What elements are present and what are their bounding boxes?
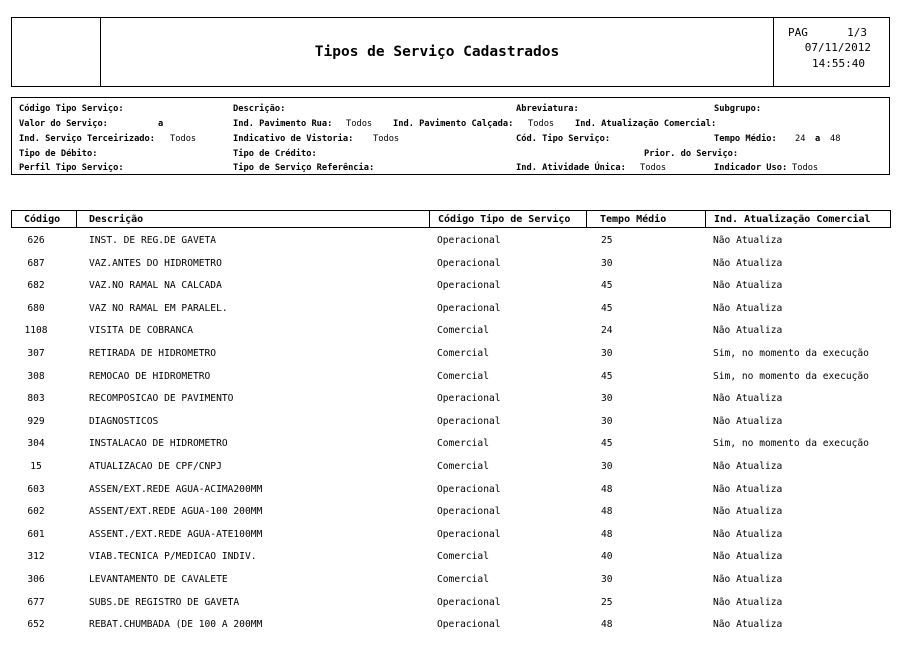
filter-tempo-medio-max: 48 — [830, 134, 841, 144]
cell-codigo: 1108 — [24, 325, 48, 337]
filter-ind-terceirizado: Ind. Serviço Terceirizado: — [19, 134, 155, 144]
filter-perfil-tipo: Perfil Tipo Serviço: — [19, 163, 124, 173]
filter-cod-tipo-servico: Cód. Tipo Serviço: — [516, 134, 611, 144]
cell-codigo: 680 — [27, 302, 45, 314]
filter-descricao: Descrição: — [233, 104, 286, 114]
cell-descricao: ASSENT/EXT.REDE AGUA-100 200MM — [89, 506, 263, 518]
cell-codigo: 306 — [27, 573, 45, 585]
table-row — [11, 319, 891, 342]
table-row — [11, 229, 891, 252]
table-row — [11, 410, 891, 433]
cell-codigo-tipo: Comercial — [437, 347, 489, 359]
filter-valor-a: a — [158, 119, 164, 129]
table-row — [11, 455, 891, 478]
table-row — [11, 500, 891, 523]
cell-ind-atualizacao: Não Atualiza — [713, 393, 783, 405]
filter-ind-atividade-unica: Ind. Atividade Única: — [516, 163, 626, 173]
cell-tempo-medio: 25 — [601, 235, 613, 246]
filter-codigo-tipo-servico: Código Tipo Serviço: — [19, 104, 124, 114]
cell-codigo-tipo: Operacional — [437, 596, 501, 608]
cell-descricao: REMOCAO DE HIDROMETRO — [89, 370, 211, 382]
cell-tempo-medio: 30 — [601, 415, 613, 427]
cell-codigo-tipo: Operacional — [437, 506, 501, 518]
cell-descricao: DIAGNOSTICOS — [89, 415, 159, 427]
cell-codigo: 15 — [30, 460, 42, 472]
cell-descricao: VIAB.TECNICA P/MEDICAO INDIV. — [89, 551, 257, 563]
cell-ind-atualizacao: Não Atualiza — [713, 573, 783, 585]
cell-tempo-medio: 48 — [601, 483, 613, 495]
cell-descricao: ASSEN/EXT.REDE AGUA-ACIMA200MM — [89, 483, 263, 495]
table-row — [11, 297, 891, 320]
cell-ind-atualizacao: Sim, no momento da execução — [713, 347, 869, 359]
filter-ind-pav-calcada-value: Todos — [528, 119, 555, 129]
cell-ind-atualizacao: Não Atualiza — [713, 528, 783, 540]
filter-tipo-referencia: Tipo de Serviço Referência: — [233, 163, 375, 173]
filter-ind-atualizacao: Ind. Atualização Comercial: — [575, 119, 717, 129]
filter-prior-servico: Prior. do Serviço: — [644, 149, 739, 159]
cell-codigo-tipo: Comercial — [437, 551, 489, 563]
cell-ind-atualizacao: Não Atualiza — [713, 415, 783, 427]
cell-codigo: 308 — [27, 370, 45, 382]
cell-descricao: RETIRADA DE HIDROMETRO — [89, 347, 217, 359]
filter-abreviatura: Abreviatura: — [516, 104, 579, 114]
cell-codigo: 312 — [27, 551, 45, 563]
cell-codigo: 677 — [27, 596, 45, 608]
table-row — [11, 613, 891, 636]
cell-codigo-tipo: Operacional — [437, 415, 501, 427]
col-divider — [429, 211, 430, 227]
cell-descricao: VAZ NO RAMAL EM PARALEL. — [89, 302, 228, 314]
filter-indicativo-vistoria: Indicativo de Vistoria: — [233, 134, 354, 144]
cell-tempo-medio: 45 — [601, 370, 613, 382]
cell-ind-atualizacao: Não Atualiza — [713, 460, 783, 472]
cell-tempo-medio: 30 — [601, 573, 613, 585]
cell-tempo-medio: 48 — [601, 506, 613, 518]
cell-codigo-tipo: Comercial — [437, 438, 489, 450]
table-row — [11, 545, 891, 568]
cell-codigo-tipo: Operacional — [437, 235, 501, 246]
cell-codigo-tipo: Operacional — [437, 257, 501, 269]
cell-ind-atualizacao: Não Atualiza — [713, 596, 783, 608]
cell-descricao: RECOMPOSICAO DE PAVIMENTO — [89, 393, 234, 405]
cell-descricao: VISITA DE COBRANCA — [89, 325, 193, 337]
cell-tempo-medio: 30 — [601, 460, 613, 472]
cell-tempo-medio: 45 — [601, 280, 613, 292]
cell-descricao: INST. DE REG.DE GAVETA — [89, 235, 217, 246]
col-descricao: Descrição — [89, 214, 144, 225]
cell-codigo-tipo: Comercial — [437, 460, 489, 472]
cell-codigo: 652 — [27, 619, 45, 631]
table-row — [11, 252, 891, 275]
report-header — [11, 17, 890, 87]
cell-descricao: ASSENT./EXT.REDE AGUA-ATE100MM — [89, 528, 263, 540]
cell-codigo: 307 — [27, 347, 45, 359]
report-meta — [773, 18, 891, 86]
filter-indicador-uso: Indicador Uso: — [714, 163, 788, 173]
cell-ind-atualizacao: Não Atualiza — [713, 619, 783, 631]
cell-tempo-medio: 45 — [601, 438, 613, 450]
filter-ind-pav-rua: Ind. Pavimento Rua: — [233, 119, 333, 129]
cell-tempo-medio: 48 — [601, 528, 613, 540]
table-header — [11, 210, 891, 228]
cell-tempo-medio: 45 — [601, 302, 613, 314]
filter-valor-servico: Valor do Serviço: — [19, 119, 108, 129]
cell-codigo-tipo: Operacional — [437, 280, 501, 292]
cell-codigo: 803 — [27, 393, 45, 405]
cell-tempo-medio: 24 — [601, 325, 613, 337]
table-row — [11, 568, 891, 591]
cell-ind-atualizacao: Não Atualiza — [713, 483, 783, 495]
cell-tempo-medio: 30 — [601, 257, 613, 269]
col-divider — [705, 211, 706, 227]
filter-indicativo-vistoria-value: Todos — [373, 134, 400, 144]
cell-codigo: 304 — [27, 438, 45, 450]
table-row — [11, 274, 891, 297]
table-row — [11, 432, 891, 455]
cell-ind-atualizacao: Não Atualiza — [713, 280, 783, 292]
filter-ind-pav-rua-value: Todos — [346, 119, 373, 129]
page-label: PAG — [788, 26, 808, 39]
cell-ind-atualizacao: Não Atualiza — [713, 551, 783, 563]
report-title: Tipos de Serviço Cadastrados — [314, 44, 560, 60]
filter-ind-terceirizado-value: Todos — [170, 134, 197, 144]
cell-ind-atualizacao: Não Atualiza — [713, 325, 783, 337]
table-body — [11, 229, 891, 636]
table-row — [11, 591, 891, 614]
cell-codigo: 682 — [27, 280, 45, 292]
cell-codigo-tipo: Comercial — [437, 370, 489, 382]
cell-codigo-tipo: Comercial — [437, 325, 489, 337]
cell-codigo-tipo: Operacional — [437, 302, 501, 314]
filter-ind-pav-calcada: Ind. Pavimento Calçada: — [393, 119, 514, 129]
cell-codigo: 601 — [27, 528, 45, 540]
cell-codigo-tipo: Operacional — [437, 393, 501, 405]
table-row — [11, 342, 891, 365]
cell-tempo-medio: 30 — [601, 393, 613, 405]
cell-codigo: 626 — [27, 235, 45, 246]
cell-codigo-tipo: Operacional — [437, 619, 501, 631]
cell-ind-atualizacao: Não Atualiza — [713, 506, 783, 518]
filter-tempo-medio-min: 24 — [795, 134, 806, 144]
table-row — [11, 387, 891, 410]
cell-codigo-tipo: Operacional — [437, 528, 501, 540]
cell-codigo-tipo: Comercial — [437, 573, 489, 585]
cell-descricao: SUBS.DE REGISTRO DE GAVETA — [89, 596, 240, 608]
filter-tipo-debito: Tipo de Débito: — [19, 149, 98, 159]
cell-descricao: LEVANTAMENTO DE CAVALETE — [89, 573, 228, 585]
cell-descricao: VAZ.NO RAMAL NA CALCADA — [89, 280, 222, 292]
cell-codigo: 603 — [27, 483, 45, 495]
cell-tempo-medio: 30 — [601, 347, 613, 359]
filter-tempo-medio-a: a — [815, 134, 821, 144]
table-row — [11, 523, 891, 546]
cell-codigo: 602 — [27, 506, 45, 518]
filter-subgrupo: Subgrupo: — [714, 104, 762, 114]
cell-ind-atualizacao: Sim, no momento da execução — [713, 370, 869, 382]
table-row — [11, 365, 891, 388]
filter-panel — [11, 97, 890, 175]
cell-descricao: INSTALACAO DE HIDROMETRO — [89, 438, 228, 450]
cell-ind-atualizacao: Sim, no momento da execução — [713, 438, 869, 450]
cell-descricao: REBAT.CHUMBADA (DE 100 A 200MM — [89, 619, 263, 631]
cell-tempo-medio: 25 — [601, 596, 613, 608]
filter-indicador-uso-value: Todos — [792, 163, 819, 173]
cell-descricao: VAZ.ANTES DO HIDROMETRO — [89, 257, 222, 269]
col-codigo: Código — [24, 214, 61, 225]
table-row — [11, 478, 891, 501]
filter-tempo-medio: Tempo Médio: — [714, 134, 777, 144]
cell-ind-atualizacao: Não Atualiza — [713, 257, 783, 269]
filter-ind-atividade-unica-value: Todos — [640, 163, 667, 173]
cell-ind-atualizacao: Não Atualiza — [713, 302, 783, 314]
cell-codigo: 687 — [27, 257, 45, 269]
cell-codigo: 929 — [27, 415, 45, 427]
cell-descricao: ATUALIZACAO DE CPF/CNPJ — [89, 460, 222, 472]
page-number: 1/3 — [847, 26, 867, 39]
report-date: 07/11/2012 — [804, 41, 871, 54]
col-ind-atualizacao: Ind. Atualização Comercial — [714, 214, 871, 225]
col-divider — [76, 211, 77, 227]
cell-codigo-tipo: Operacional — [437, 483, 501, 495]
logo-cell — [12, 18, 101, 86]
col-tempo-medio: Tempo Médio — [600, 214, 667, 225]
col-codigo-tipo: Código Tipo de Serviço — [438, 214, 571, 225]
report-time: 14:55:40 — [812, 57, 865, 70]
cell-ind-atualizacao: Não Atualiza — [713, 235, 783, 246]
col-divider — [586, 211, 587, 227]
filter-tipo-credito: Tipo de Crédito: — [233, 149, 317, 159]
cell-tempo-medio: 40 — [601, 551, 613, 563]
cell-tempo-medio: 48 — [601, 619, 613, 631]
